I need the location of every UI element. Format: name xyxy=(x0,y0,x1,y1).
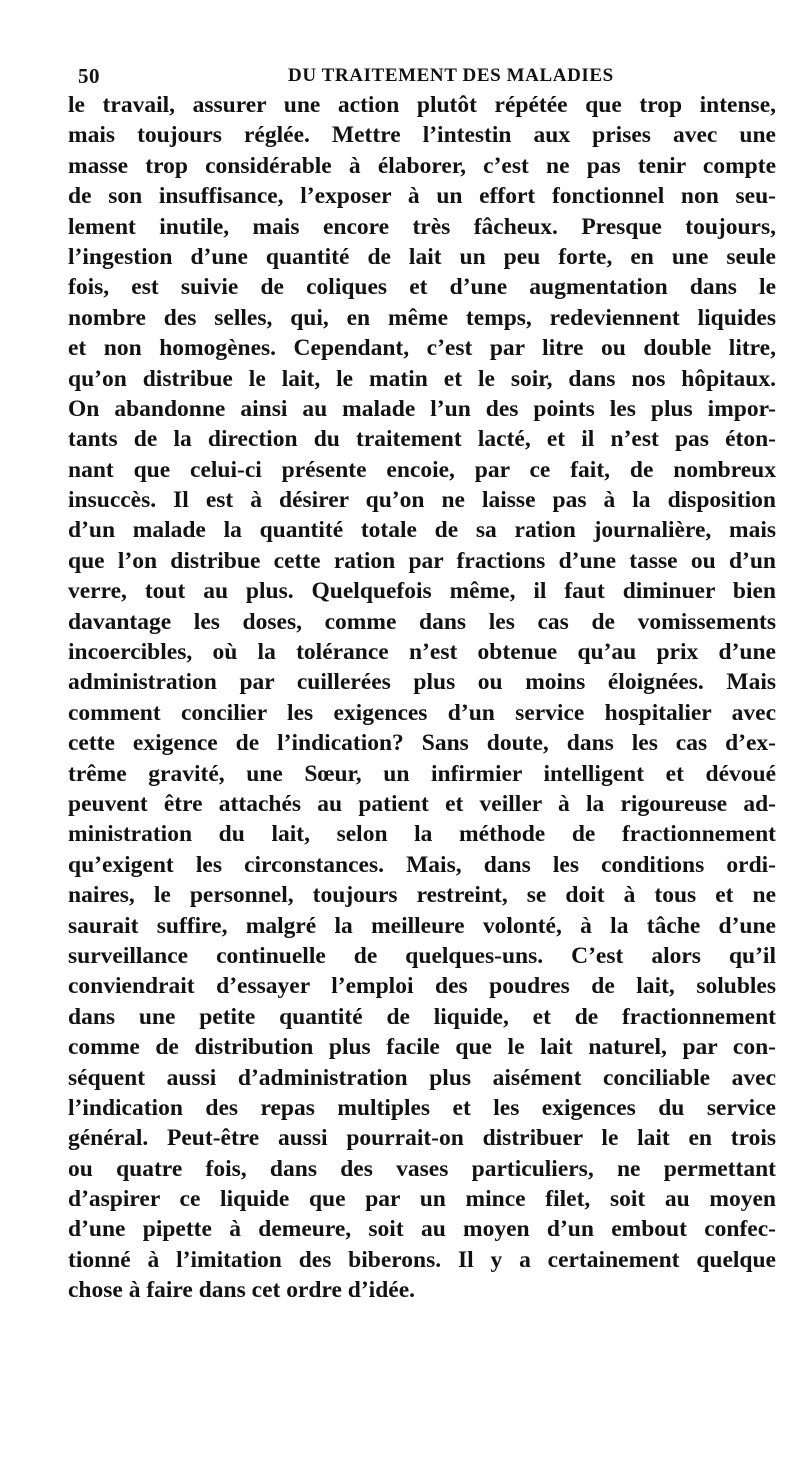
page-header xyxy=(78,60,778,92)
text-line: masse trop considérable à élaborer, c’est ne pas tenir compte xyxy=(68,152,776,179)
text-line: qu’exigent les circonstances. Mais, dans les conditions ordi- xyxy=(68,851,776,878)
text-line: ou quatre fois, dans des vases particuliers, ne permettant xyxy=(68,1155,776,1182)
text-line: conviendrait d’essayer l’emploi des poudres de lait, solubles xyxy=(68,973,776,1000)
body-paragraph xyxy=(68,90,776,1306)
text-line: ministration du lait, selon la méthode de fractionnement xyxy=(68,821,776,848)
text-line: de son insuffisance, l’exposer à un effort fonctionnel non seu- xyxy=(68,183,776,210)
text-line: l’ingestion d’une quantité de lait un peu forte, en une seule xyxy=(68,243,776,270)
text-line: nant que celui-ci présente encoie, par ce fait, de nombreux xyxy=(68,456,776,483)
text-line: comme de distribution plus facile que le lait naturel, par con- xyxy=(68,1034,776,1061)
text-line: peuvent être attachés au patient et veiller à la rigoureuse ad- xyxy=(68,790,776,817)
text-line: nombre des selles, qui, en même temps, redeviennent liquides xyxy=(68,304,776,331)
text-line: l’indication des repas multiples et les exigences du service xyxy=(68,1094,776,1121)
text-line: comment concilier les exigences d’un service hospitalier avec xyxy=(68,699,776,726)
text-line: chose à faire dans cet ordre d’idée. xyxy=(68,1277,416,1304)
text-line: général. Peut-être aussi pourrait-on distribuer le lait en trois xyxy=(68,1125,776,1152)
text-line: séquent aussi d’administration plus aisément conciliable avec xyxy=(68,1064,776,1091)
text-line: insuccès. Il est à désirer qu’on ne laisse pas à la disposition xyxy=(68,487,776,514)
text-line: incoercibles, où la tolérance n’est obtenue qu’au prix d’une xyxy=(68,639,776,666)
text-line: On abandonne ainsi au malade l’un des points les plus impor- xyxy=(68,395,776,422)
text-line: davantage les doses, comme dans les cas de vomissements xyxy=(68,608,776,635)
text-line: cette exigence de l’indication? Sans doute, dans les cas d’ex- xyxy=(68,730,776,757)
text-line: mais toujours réglée. Mettre l’intestin aux prises avec une xyxy=(68,122,776,149)
text-line: le travail, assurer une action plutôt répétée que trop intense, xyxy=(68,92,776,118)
text-line: surveillance continuelle de quelques-uns. C’est alors qu’il xyxy=(68,942,776,969)
text-line: tionné à l’imitation des biberons. Il y a certainement quelque xyxy=(68,1246,776,1273)
text-line: saurait suffire, malgré la meilleure volonté, à la tâche d’une xyxy=(68,912,776,939)
text-line: d’aspirer ce liquide que par un mince filet, soit au moyen xyxy=(68,1186,776,1213)
text-line: que l’on distribue cette ration par fractions d’une tasse ou d’un xyxy=(68,547,776,574)
text-line: qu’on distribue le lait, le matin et le soir, dans nos hôpitaux. xyxy=(68,365,776,392)
text-line: d’une pipette à demeure, soit au moyen d’un embout confec- xyxy=(68,1216,776,1243)
text-line: administration par cuillerées plus ou moins éloignées. Mais xyxy=(68,669,776,696)
text-line: tants de la direction du traitement lacté, et il n’est pas éton- xyxy=(68,426,776,453)
text-line: lement inutile, mais encore très fâcheux. Presque toujours, xyxy=(68,213,776,240)
text-line: fois, est suivie de coliques et d’une augmentation dans le xyxy=(68,274,776,301)
page-number: 50 xyxy=(78,64,100,88)
running-title: DU TRAITEMENT DES MALADIES xyxy=(288,65,614,86)
text-line: verre, tout au plus. Quelquefois même, il faut diminuer bien xyxy=(68,578,776,605)
text-line: et non homogènes. Cependant, c’est par litre ou double litre, xyxy=(68,335,776,362)
text-line: naires, le personnel, toujours restreint, se doit à tous et ne xyxy=(68,882,776,909)
text-line: trême gravité, une Sœur, un infirmier intelligent et dévoué xyxy=(68,760,776,787)
text-line: d’un malade la quantité totale de sa ration journalière, mais xyxy=(68,517,776,544)
text-line: dans une petite quantité de liquide, et de fractionnement xyxy=(68,1003,776,1030)
